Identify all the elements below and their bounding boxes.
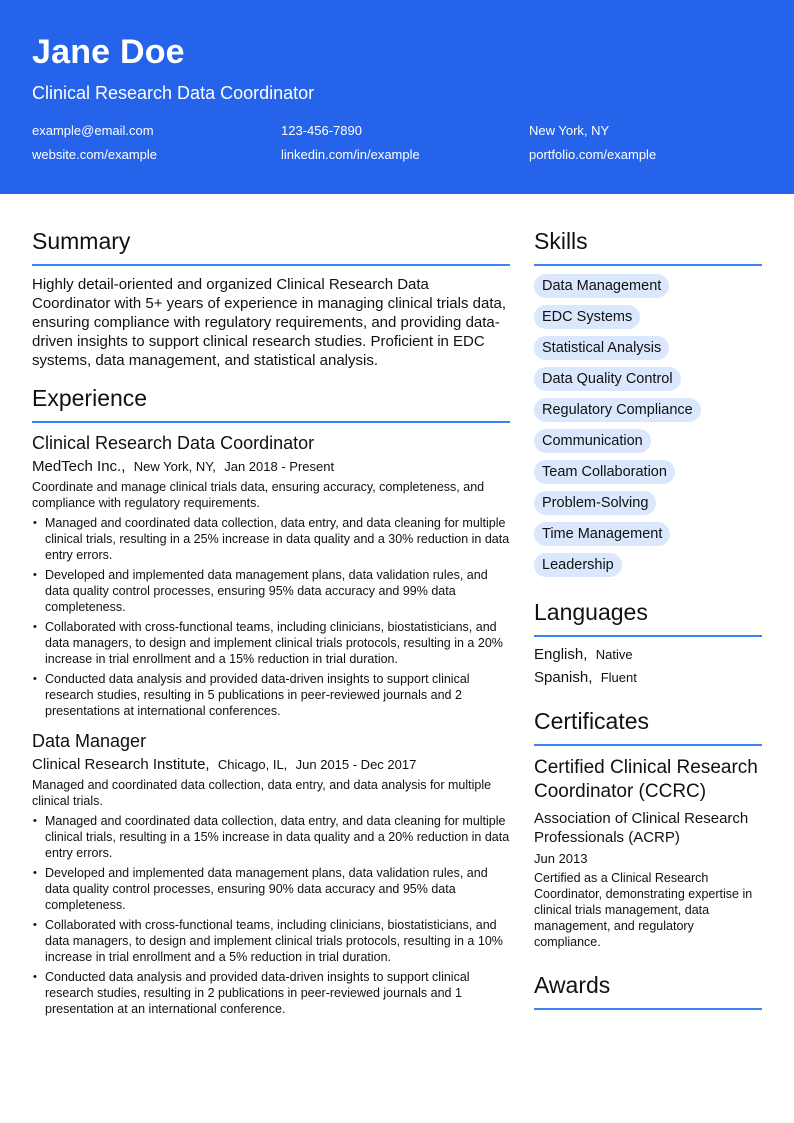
job-meta bbox=[32, 756, 510, 773]
job-bullet: • Managed and coordinated data collection, data entry, and data cleaning for multiple clinical trials, resulting in a 25% increase in data quality and a 30% reduction in data entry errors. bbox=[32, 515, 510, 563]
job-dates: Jan 2018 - Present bbox=[224, 459, 335, 474]
summary-text: Highly detail-oriented and organized Clinical Research Data Coordinator with 5+ years of experience in managing clinical trials data, ensuring compliance with regulatory requirements, and providing data-driven insights to support clinical research studies. Proficient in EDC systems, data management, and statistical analysis. bbox=[32, 276, 507, 369]
contact-portfolio[interactable]: portfolio.com/example bbox=[529, 147, 657, 162]
experience-divider bbox=[32, 421, 510, 423]
main-column bbox=[32, 228, 510, 1021]
language-level: Native bbox=[595, 647, 633, 662]
skills-heading: Skills bbox=[534, 228, 588, 254]
certificates-section bbox=[534, 708, 762, 950]
job-bullets bbox=[32, 515, 510, 719]
language-level: Fluent bbox=[600, 670, 637, 685]
certificate-name: Certified Clinical Research Coordinator (CCRC) bbox=[534, 757, 758, 802]
languages-heading: Languages bbox=[534, 599, 648, 625]
skill-tag: Statistical Analysis bbox=[534, 336, 669, 360]
language-item bbox=[534, 669, 762, 686]
job-description: Coordinate and manage clinical trials data, ensuring accuracy, completeness, and compliance with regulatory requirements. bbox=[32, 480, 485, 510]
skills-list bbox=[534, 274, 762, 577]
certificate-organization: Association of Clinical Research Professionals (ACRP) bbox=[534, 810, 749, 846]
job-meta bbox=[32, 458, 510, 475]
language-name: English, bbox=[534, 646, 588, 663]
skills-section bbox=[534, 228, 762, 577]
skill-tag: Regulatory Compliance bbox=[534, 398, 701, 422]
skill-tag: Team Collaboration bbox=[534, 460, 675, 484]
skill-tag: Data Management bbox=[534, 274, 669, 298]
summary-heading: Summary bbox=[32, 228, 131, 254]
job-bullet: • Developed and implemented data management plans, data validation rules, and data quality control processes, ensuring 95% data accuracy and 99% data completeness. bbox=[32, 567, 510, 615]
job-title: Clinical Research Data Coordinator bbox=[32, 433, 315, 453]
awards-heading: Awards bbox=[534, 972, 611, 998]
job-bullet: • Developed and implemented data management plans, data validation rules, and data quality control processes, ensuring 90% data accuracy and 95% data completeness. bbox=[32, 865, 510, 913]
candidate-name: Jane Doe bbox=[32, 33, 185, 71]
contact-website[interactable]: website.com/example bbox=[32, 147, 157, 162]
certificate-description: Certified as a Clinical Research Coordinator, demonstrating expertise in clinical trials management, data management, and regulatory compliance. bbox=[534, 871, 753, 949]
skill-tag: Leadership bbox=[534, 553, 622, 577]
job-company: Clinical Research Institute, bbox=[32, 756, 210, 773]
contact-email[interactable]: example@email.com bbox=[32, 123, 154, 138]
job-bullets bbox=[32, 813, 510, 1017]
awards-divider bbox=[534, 1008, 762, 1010]
summary-section bbox=[32, 228, 510, 370]
job-location: Chicago, IL, bbox=[217, 757, 288, 772]
language-name: Spanish, bbox=[534, 669, 593, 686]
skill-tag: EDC Systems bbox=[534, 305, 640, 329]
languages-divider bbox=[534, 635, 762, 637]
job-entry bbox=[32, 731, 510, 1017]
job-title: Data Manager bbox=[32, 731, 147, 751]
job-bullet: • Collaborated with cross-functional teams, including clinicians, biostatisticians, and data managers, to design and implement clinical trials protocols, resulting in a 10% increase in trial enrollment and a 5% reduction in trial duration. bbox=[32, 917, 510, 965]
contact-location: New York, NY bbox=[529, 123, 610, 138]
language-item bbox=[534, 646, 762, 663]
job-dates: Jun 2015 - Dec 2017 bbox=[295, 757, 417, 772]
job-bullet: • Conducted data analysis and provided data-driven insights to support clinical research studies, resulting in 5 publications in peer-reviewed journals and 2 presentations at international conferences. bbox=[32, 671, 510, 719]
job-bullet: • Managed and coordinated data collection, data entry, and data cleaning for multiple clinical trials, resulting in a 15% increase in data quality and a 20% reduction in data entry errors. bbox=[32, 813, 510, 861]
experience-heading: Experience bbox=[32, 385, 148, 411]
job-location: New York, NY, bbox=[133, 459, 216, 474]
job-bullet: • Collaborated with cross-functional teams, including clinicians, biostatisticians, and data managers, to design and implement clinical trials protocols, resulting in a 20% increase in trial enrollment and a 15% reduction in trial duration. bbox=[32, 619, 510, 667]
resume-header bbox=[0, 0, 794, 194]
job-company: MedTech Inc., bbox=[32, 458, 126, 475]
job-description: Managed and coordinated data collection, data entry, and data analysis for multiple clinical trials. bbox=[32, 778, 492, 808]
skill-tag: Time Management bbox=[534, 522, 670, 546]
experience-section bbox=[32, 385, 510, 1017]
candidate-title: Clinical Research Data Coordinator bbox=[32, 83, 315, 103]
skill-tag: Data Quality Control bbox=[534, 367, 681, 391]
certificate-date: Jun 2013 bbox=[534, 851, 588, 866]
summary-divider bbox=[32, 264, 510, 266]
languages-section bbox=[534, 599, 762, 686]
certificates-divider bbox=[534, 744, 762, 746]
skill-tag: Problem-Solving bbox=[534, 491, 656, 515]
skill-tag: Communication bbox=[534, 429, 651, 453]
job-entry bbox=[32, 433, 510, 719]
job-bullet: • Conducted data analysis and provided data-driven insights to support clinical research studies, resulting in 2 publications in peer-reviewed journals and 1 presentation at an international conference. bbox=[32, 969, 510, 1017]
certificates-heading: Certificates bbox=[534, 708, 650, 734]
side-column bbox=[534, 228, 762, 1010]
awards-section bbox=[534, 972, 762, 1010]
contact-linkedin[interactable]: linkedin.com/in/example bbox=[281, 147, 420, 162]
skills-divider bbox=[534, 264, 762, 266]
contact-phone[interactable]: 123-456-7890 bbox=[281, 123, 362, 138]
